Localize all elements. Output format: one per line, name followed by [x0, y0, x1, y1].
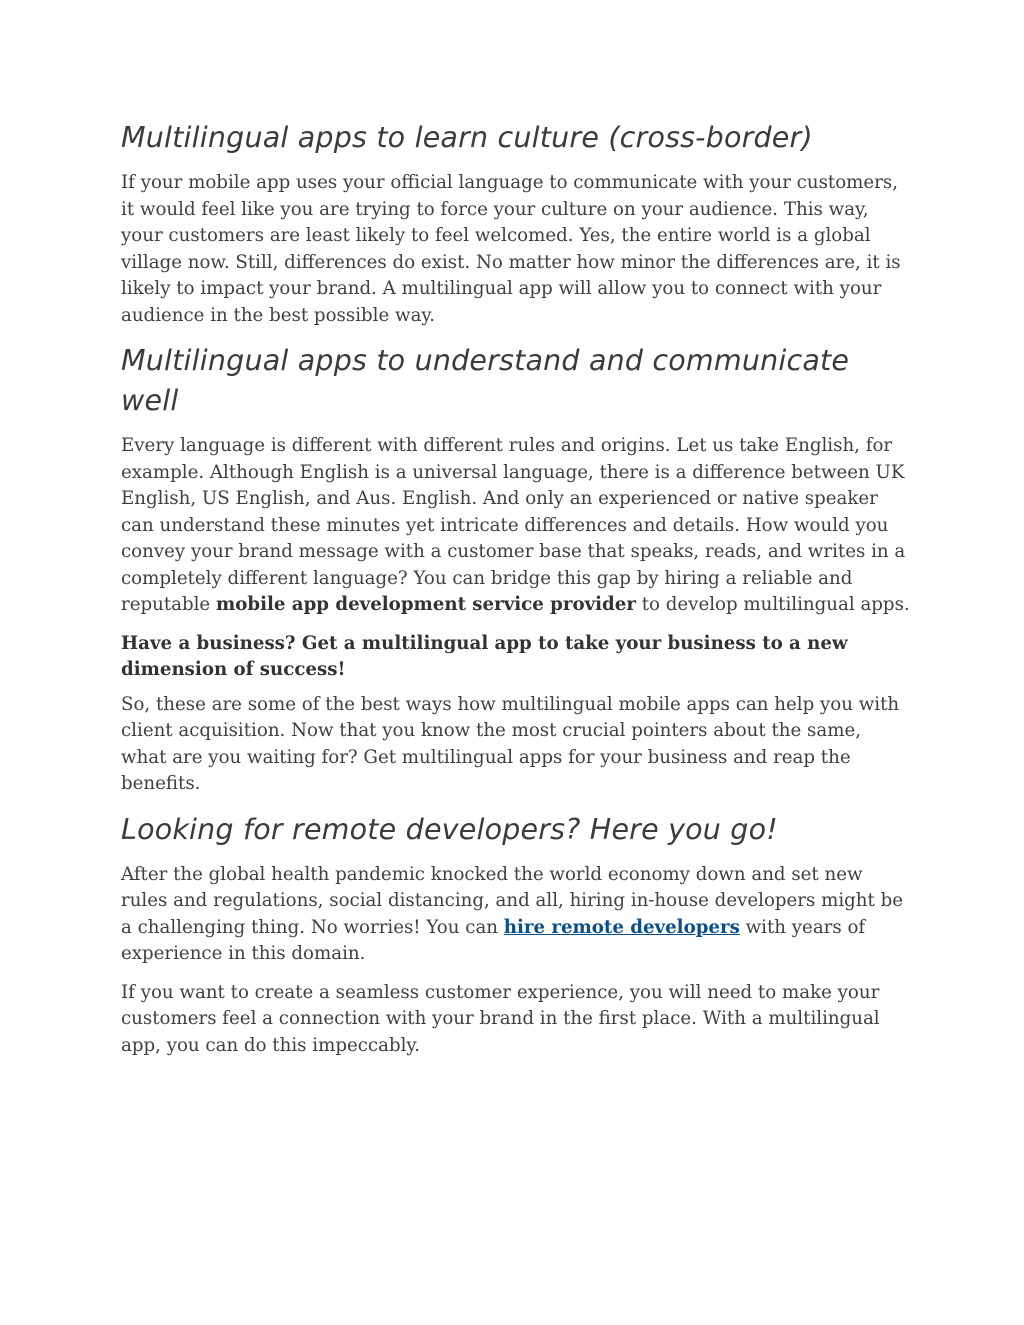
paragraph-communicate-text: Every language is different with different rules and origins. Let us take English, for example. Although English is a universal language, there is a difference between UK English, US English, and Aus. English. And only an experienced or native speaker can understand these minutes yet intricate differences and details. How would you convey your brand message with a customer base that speaks, reads, and writes in a completely different language? You can bridge this gap by hiring a reliable and reputable	[121, 435, 906, 615]
paragraph-benefits: So, these are some of the best ways how multilingual mobile apps can help you with client acquisition. Now that you know the most crucial pointers about the same, what are you waiting for? Get multilingual apps for your business and reap the benefits.	[121, 693, 900, 794]
callout-business	[121, 631, 911, 684]
callout-business-text: Have a business? Get a multilingual app to take your business to a new dimension of success!	[121, 632, 848, 680]
paragraph-communicate-end: to develop multilingual apps.	[635, 594, 910, 615]
paragraph-remote-text: After the global health pandemic knocked the world economy down and set new rules and regulations, social distancing, and all, hiring in-house developers might be a challenging thing. No worries! You can	[121, 863, 904, 938]
paragraph-culture: If your mobile app uses your official language to communicate with your customers, it would feel like you are trying to force your culture on your audience. This way, your customers are least likely to feel welcomed. Yes, the entire world is a global village now. Still, differences do exist. No matter how minor the differences are, it is likely to impact your brand. A multilingual app will allow you to connect with your audience in the best possible way.	[121, 172, 901, 326]
heading-remote-developers: Looking for remote developers? Here you go!	[121, 812, 778, 846]
paragraph-communicate	[121, 433, 911, 619]
heading-communicate: Multilingual apps to understand and communicate well	[121, 344, 850, 417]
paragraph-customer-experience: If you want to create a seamless customer experience, you will need to make your customers feel a connection with your brand in the first place. With a multilingual app, you can do this impeccably.	[121, 981, 880, 1056]
paragraph-remote-developers	[121, 862, 911, 968]
document-page	[121, 118, 911, 1071]
hire-remote-developers-link[interactable]: hire remote developers	[503, 916, 740, 938]
paragraph-remote-end: with years of experience in this domain.	[121, 916, 866, 964]
heading-culture: Multilingual apps to learn culture (cross-border)	[121, 121, 813, 154]
service-provider-bold-text: mobile app development service provider	[215, 594, 636, 615]
